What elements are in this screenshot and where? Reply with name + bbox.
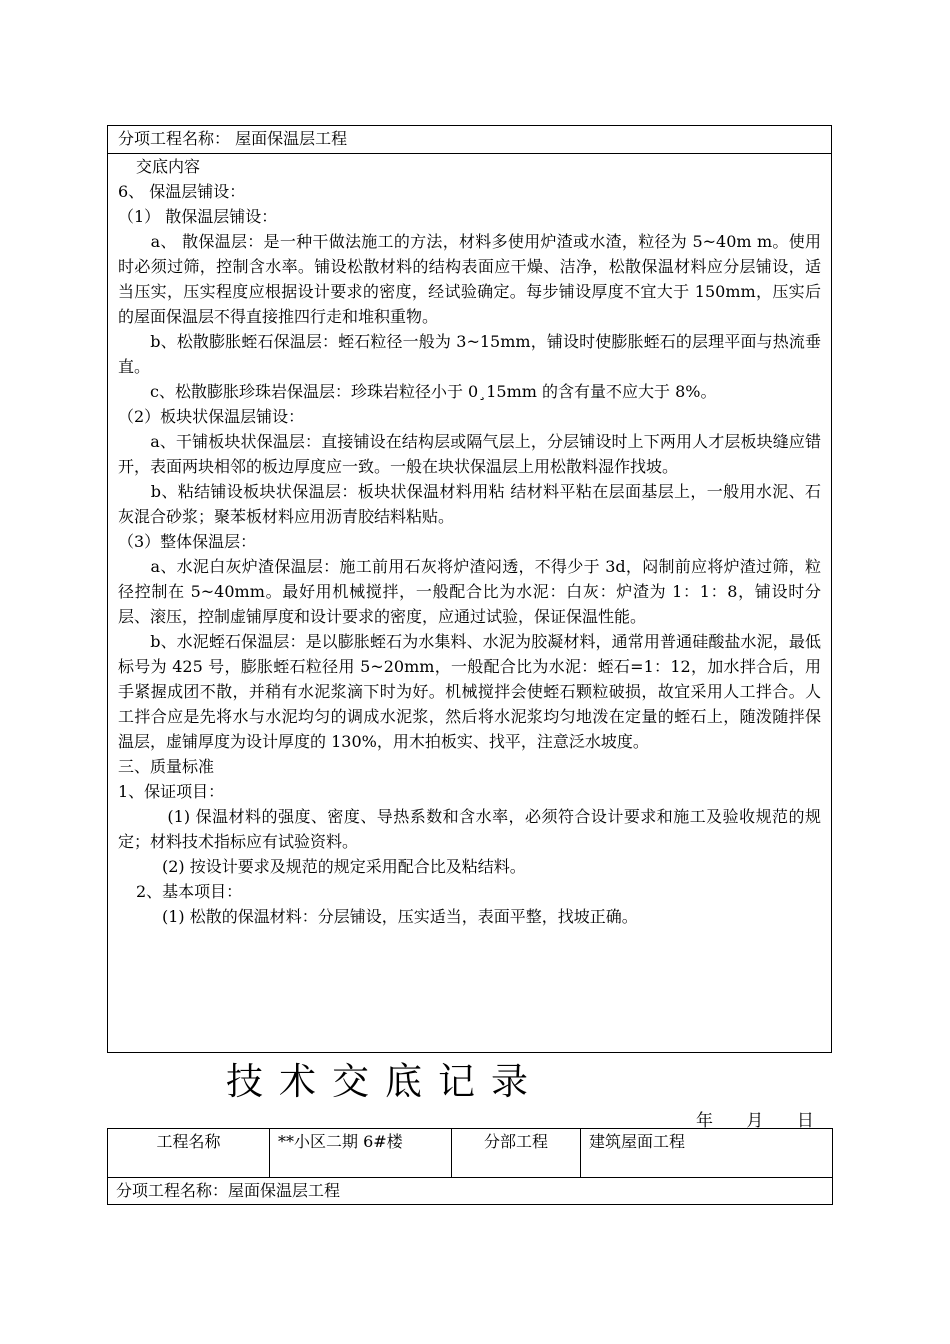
content-line: (2) 按设计要求及规范的规定采用配合比及粘结料。 xyxy=(162,857,526,876)
project-info-row xyxy=(108,1129,833,1178)
disclosure-content xyxy=(108,154,831,929)
subitem-title-row xyxy=(108,126,831,154)
content-line: （1） 散保温层铺设： xyxy=(118,207,278,226)
content-line: c、松散膨胀珍珠岩保温层：珍珠岩粒径小于 0¸15mm 的含有量不应大于 8%。 xyxy=(118,382,717,401)
content-line: 交底内容 xyxy=(136,157,201,176)
content-line: 6、 保温层铺设： xyxy=(118,182,246,201)
date-month: 月 xyxy=(746,1111,764,1131)
subitem-value: 屋面保温层工程 xyxy=(235,129,348,148)
disclosure-content-box xyxy=(107,125,832,1053)
division-label: 分部工程 xyxy=(452,1129,581,1178)
content-line: 1、保证项目： xyxy=(118,782,225,801)
content-line: 三、质量标准 xyxy=(118,757,215,776)
content-line: a、干铺板块状保温层：直接铺设在结构层或隔气层上，分层铺设时上下两用人才层板块缝应错开，表面两块相邻的板边厚度应一致。一般在块状保温层上用松散料湿作找坡。 xyxy=(118,432,821,476)
content-line: a、水泥白灰炉渣保温层：施工前用石灰将炉渣闷透，不得少于 3d，闷制前应将炉渣过筛，粒径控制在 5~40mm。最好用机械搅拌，一般配合比为水泥：白灰：炉渣为 1：1：8，铺设时分层、滚压，控制虚铺厚度和设计要求的密度，应通过试验，保证保温性能。 xyxy=(118,557,821,626)
project-name-value: **小区二期 6#楼 xyxy=(270,1129,452,1178)
content-line: （3）整体保温层： xyxy=(118,532,257,551)
date-year: 年 xyxy=(696,1111,713,1131)
content-line: b、松散膨胀蛭石保温层：蛭石粒径一般为 3~15mm，铺设时使膨胀蛭石的层理平面与热流垂直。 xyxy=(118,332,821,376)
division-value: 建筑屋面工程 xyxy=(581,1129,833,1178)
content-line: b、水泥蛭石保温层：是以膨胀蛭石为水集料、水泥为胶凝材料，通常用普通硅酸盐水泥，最低标号为 425 号，膨胀蛭石粒径用 5~20mm，一般配合比为水泥：蛭石=1：12，加水拌合后，用手紧握成团不散，并稍有水泥浆滴下时为好。机械搅拌会使蛭石颗粒破损，故宜采用人工拌合。人工拌合应是先将水与水泥均匀的调成水泥浆，然后将水泥浆均匀地泼在定量的蛭石上，随泼随拌保温层，虚铺厚度为设计厚度的 130%，用木拍板实、找平，注意泛水坡度。 xyxy=(118,632,821,751)
subitem-label-2: 分项工程名称： xyxy=(116,1181,229,1200)
subitem-cell xyxy=(108,1178,833,1205)
date-day: 日 xyxy=(796,1111,814,1131)
subitem-row xyxy=(108,1178,833,1205)
project-info-table xyxy=(107,1128,833,1205)
content-line: a、 散保温层：是一种干做法施工的方法，材料多使用炉渣或水渣，粒径为 5~40m m。使用时必须过筛，控制含水率。铺设松散材料的结构表面应干燥、洁净，松散保温材料应分层铺设，适当压实，压实程度应根据设计要求的密度，经试验确定。每步铺设厚度不宜大于 150mm，压实后的屋面保温层不得直接推四行走和堆积重物。 xyxy=(118,232,821,326)
page-heading: 技术交底记录 xyxy=(226,1060,544,1103)
content-line: （2）板块状保温层铺设： xyxy=(118,407,305,426)
content-line: (1) 保温材料的强度、密度、导热系数和含水率，必须符合设计要求和施工及验收规范的规定；材料技术指标应有试验资料。 xyxy=(118,807,821,851)
content-line: b、粘结铺设板块状保温层：板块状保温材料用粘 结材料平粘在层面基层上，一般用水泥、石灰混合砂浆；聚苯板材料应用沥青胶结料粘贴。 xyxy=(118,482,821,526)
content-line: 2、基本项目： xyxy=(136,882,243,901)
content-line: (1) 松散的保温材料：分层铺设，压实适当，表面平整，找坡正确。 xyxy=(162,907,638,926)
subitem-value-2: 屋面保温层工程 xyxy=(228,1181,341,1200)
project-name-label: 工程名称 xyxy=(108,1129,270,1178)
subitem-label: 分项工程名称： xyxy=(118,129,231,148)
